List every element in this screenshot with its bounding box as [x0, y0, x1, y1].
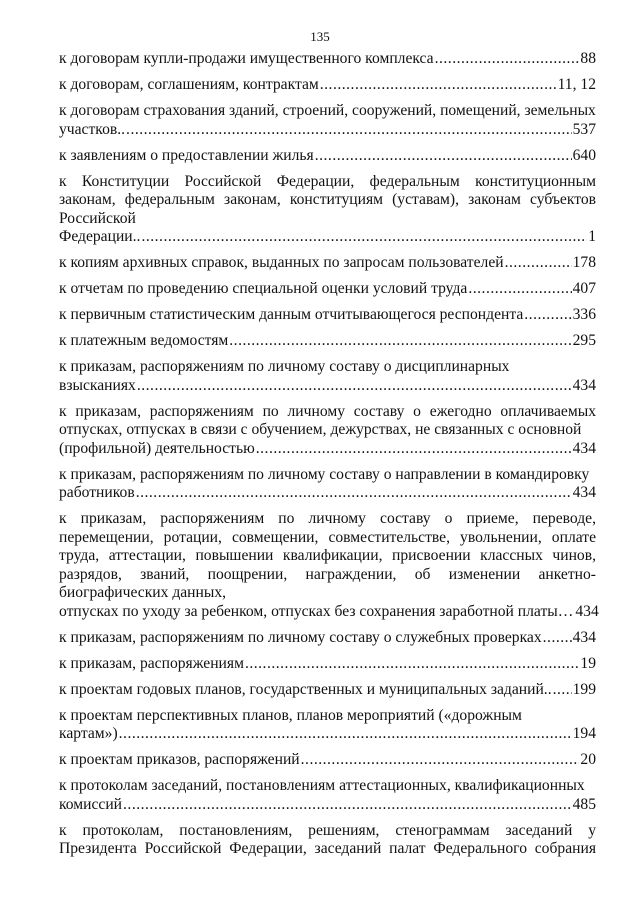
index-entries: [59, 50, 599, 866]
entry-pages: 434: [572, 439, 596, 457]
dot-leader: [505, 254, 572, 273]
index-entry: [59, 306, 596, 325]
entry-pages: 178: [572, 254, 596, 271]
dot-leader: [435, 50, 580, 69]
index-entry: [59, 510, 599, 621]
entry-pages: 434: [572, 628, 596, 646]
index-entry: [59, 822, 596, 859]
entry-text: к приказам, распоряжениям по личному составу о ежегодно оплачиваемых отпусках, отпусках в связи с обучением, дежурствах, не связанных с основной: [59, 402, 596, 438]
index-entry: [59, 254, 596, 273]
entry-text: к приказам, распоряжениям по личному составу о дисциплинарных: [59, 358, 510, 375]
index-entry: [59, 466, 596, 503]
entry-tail: Федерации..: [59, 228, 141, 245]
entry-text: к договорам, соглашениям, контрактам: [59, 76, 319, 93]
entry-text: к приказам, распоряжениям по личному составу о служебных проверках: [59, 628, 542, 646]
index-entry: [59, 358, 596, 395]
entry-pages: 537: [572, 120, 596, 138]
entry-tail: комиссий: [59, 795, 123, 813]
entry-pages: 434: [575, 602, 599, 620]
index-entry: [59, 102, 596, 139]
entry-text: к приказам, распоряжениям по личному составу о направлении в командировку: [59, 465, 590, 483]
entry-text: к копиям архивных справок, выданных по запросам пользователей: [59, 254, 504, 271]
dot-leader: [524, 306, 571, 325]
dot-leader: [126, 121, 572, 140]
page-number: 135: [310, 29, 330, 44]
dot-leader: [119, 725, 572, 744]
index-entry: [59, 147, 596, 166]
entry-text: к приказам, распоряжениям по личному составу о приеме, переводе, перемещении, ротации, совмещении, совместительстве, увольнении, оплате труда, аттестации, повышении квалификации, присвоении классных чинов, разрядов, званий, поощрении, награждении, об изменении анкетно-биографических данных,: [59, 510, 596, 601]
entry-text: к проектам перспективных планов, планов мероприятий («дорожным: [59, 706, 522, 724]
entry-text: к платежным ведомостям: [59, 332, 229, 349]
dot-leader: [141, 228, 587, 247]
entry-tail: картам»): [59, 725, 118, 742]
entry-text: к Конституции Российской Федерации, федеральным конституционным законам, федеральным законам, конституциям (уставам), законам субъектов Российской: [59, 172, 596, 227]
dot-leader: [245, 655, 579, 674]
index-entry: [59, 50, 596, 69]
entry-pages: 434: [572, 484, 596, 501]
index-entry: [59, 403, 596, 459]
dot-leader: [256, 440, 572, 459]
entry-pages: 485: [572, 795, 596, 813]
entry-text: к приказам, распоряжениям: [59, 654, 244, 672]
index-entry: [59, 280, 596, 299]
index-entry: [59, 777, 596, 814]
entry-text: к проектам приказов, распоряжений: [59, 751, 300, 768]
entry-pages: 336: [572, 306, 596, 323]
entry-text: к первичным статистическим данным отчитывающегося респондента: [59, 306, 524, 323]
dot-leader: [315, 147, 572, 166]
entry-pages: 11, 12: [557, 76, 596, 93]
index-entry: [59, 76, 596, 95]
dot-leader: [553, 681, 572, 700]
entry-tail: взысканиях: [59, 376, 136, 394]
dot-leader: [320, 76, 557, 95]
entry-pages: 295: [572, 332, 596, 349]
dot-leader: [137, 377, 572, 396]
entry-pages: 434: [572, 376, 596, 394]
entry-pages: 194: [572, 725, 596, 742]
index-entry: [59, 655, 596, 674]
dot-leader: [136, 484, 572, 503]
index-entry: [59, 707, 596, 744]
index-entry: [59, 332, 596, 351]
index-entry: [59, 681, 596, 700]
entry-pages: 19: [580, 654, 596, 672]
entry-pages: 407: [572, 280, 596, 297]
entry-text: к протоколам, постановлениям, решениям, стенограммам заседаний у Президента Российской Федерации, заседаний палат Федерального собрания: [59, 821, 596, 857]
entry-pages: 199: [572, 680, 596, 698]
index-entry: [59, 173, 596, 247]
entry-pages: 640: [572, 146, 596, 164]
entry-text: к заявлениям о предоставлении жилья: [59, 146, 314, 164]
entry-text: к договорам страхования зданий, строений, сооружений, помещений, земельных: [59, 102, 596, 119]
entry-pages: 1: [588, 228, 596, 245]
index-entry: [59, 629, 596, 648]
dot-leader: [123, 796, 572, 815]
entry-pages: 88: [580, 50, 596, 67]
index-entry: [59, 751, 596, 770]
entry-text: к протоколам заседаний, постановлениям аттестационных, квалификационных: [59, 777, 585, 794]
dot-leader: [229, 332, 571, 351]
dot-leader: [543, 629, 572, 648]
entry-tail: работников: [59, 484, 135, 501]
dot-leader: [301, 751, 580, 770]
entry-text: к проектам годовых планов, государственных и муниципальных заданий..: [59, 680, 552, 698]
entry-text: к отчетам по проведению специальной оценки условий труда: [59, 280, 468, 297]
entry-pages: 20: [580, 751, 596, 768]
entry-tail: отпусках по уходу за ребенком, отпусках без сохранения заработной платы…: [59, 602, 574, 620]
entry-tail: участков..: [59, 120, 126, 138]
entry-text: к договорам купли-продажи имущественного комплекса: [59, 50, 434, 67]
entry-tail: (профильной) деятельностью: [59, 439, 255, 457]
dot-leader: [468, 280, 571, 299]
